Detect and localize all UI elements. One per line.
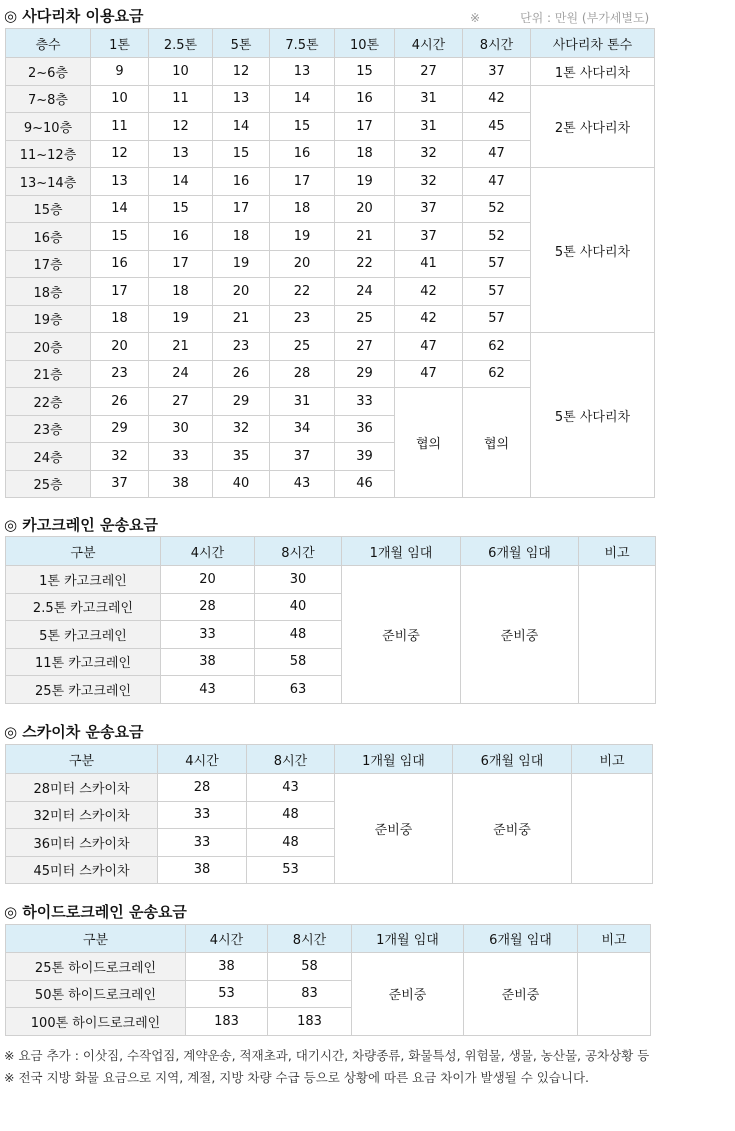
unit-note-text: 단위 : 만원 (부가세별도) (520, 11, 650, 25)
ladder-price-cell: 14 (270, 85, 335, 113)
ladder-floor-cell: 19층 (6, 305, 91, 333)
sky-price-8h-cell: 48 (247, 801, 335, 829)
ladder-price-cell: 31 (395, 85, 463, 113)
ladder-section-title: ◎ 사다리차 이용요금 (4, 7, 144, 25)
ladder-price-cell: 35 (213, 443, 270, 471)
ladder-header-floor: 층수 (6, 29, 91, 58)
ladder-price-cell: 52 (463, 195, 531, 223)
ladder-price-cell: 57 (463, 250, 531, 278)
ladder-price-cell: 37 (395, 223, 463, 251)
ladder-price-cell: 13 (270, 58, 335, 86)
ladder-price-cell: 22 (270, 278, 335, 306)
hydro-category-cell: 100톤 하이드로크레인 (6, 1008, 186, 1036)
ladder-price-cell: 32 (91, 443, 149, 471)
sky-header-category: 구분 (6, 745, 158, 774)
ladder-price-cell: 16 (335, 85, 395, 113)
ladder-price-cell: 32 (213, 415, 270, 443)
ladder-price-cell: 33 (335, 388, 395, 416)
ladder-floor-cell: 7~8층 (6, 85, 91, 113)
ladder-floor-cell: 9~10층 (6, 113, 91, 141)
ladder-price-cell: 12 (149, 113, 213, 141)
cargo-header-category: 구분 (6, 537, 161, 566)
ladder-price-cell: 36 (335, 415, 395, 443)
cargo-category-cell: 5톤 카고크레인 (6, 621, 161, 649)
cargo-price-4h-cell: 43 (161, 676, 255, 704)
ladder-floor-cell: 16층 (6, 223, 91, 251)
ladder-price-cell: 47 (463, 168, 531, 196)
cargo-price-4h-cell: 20 (161, 566, 255, 594)
cargo-price-4h-cell: 28 (161, 593, 255, 621)
ladder-header-tonnage: 사다리차 톤수 (531, 29, 655, 58)
ladder-tonnage-cell: 2톤 사다리차 (531, 85, 655, 168)
hydro-header-row (6, 925, 651, 953)
cargo-1month-cell: 준비중 (342, 566, 461, 704)
ladder-floor-cell: 24층 (6, 443, 91, 471)
hydro-price-8h-cell: 58 (268, 953, 352, 981)
hydro-category-cell: 25톤 하이드로크레인 (6, 953, 186, 981)
ladder-floor-cell: 13~14층 (6, 168, 91, 196)
ladder-price-cell: 23 (91, 360, 149, 388)
ladder-floor-cell: 22층 (6, 388, 91, 416)
ladder-floor-cell: 21층 (6, 360, 91, 388)
ladder-price-cell: 19 (270, 223, 335, 251)
cargo-price-8h-cell: 58 (255, 648, 342, 676)
ladder-price-cell: 47 (395, 333, 463, 361)
ladder-price-cell: 19 (149, 305, 213, 333)
ladder-row (6, 85, 655, 113)
cargo-header-remark: 비고 (579, 537, 656, 566)
cargo-price-8h-cell: 63 (255, 676, 342, 704)
ladder-price-cell: 25 (335, 305, 395, 333)
ladder-price-cell: 10 (91, 85, 149, 113)
ladder-floor-cell: 2~6층 (6, 58, 91, 86)
ladder-tonnage-cell: 5톤 사다리차 (531, 168, 655, 333)
ladder-tonnage-cell: 5톤 사다리차 (531, 333, 655, 498)
ladder-price-cell: 22 (335, 250, 395, 278)
ladder-price-cell: 17 (91, 278, 149, 306)
ladder-price-cell: 37 (463, 58, 531, 86)
footnote-regional: ※ 전국 지방 화물 요금으로 지역, 계절, 지방 차량 수급 등으로 상황에 따른 요금 차이가 발생될 수 있습니다. (4, 1070, 590, 1085)
ladder-price-cell: 11 (149, 85, 213, 113)
sky-price-4h-cell: 28 (158, 774, 247, 802)
hydro-header-1month: 1개월 임대 (352, 925, 464, 953)
ladder-price-cell: 18 (213, 223, 270, 251)
ladder-price-cell: 15 (213, 140, 270, 168)
ladder-price-cell: 14 (91, 195, 149, 223)
cargo-remark-cell (579, 566, 656, 704)
cargo-6month-cell: 준비중 (461, 566, 579, 704)
ladder-price-cell: 17 (270, 168, 335, 196)
sky-category-cell: 28미터 스카이차 (6, 774, 158, 802)
ladder-price-cell: 42 (395, 305, 463, 333)
hydro-header-4h: 4시간 (186, 925, 268, 953)
cargo-price-8h-cell: 30 (255, 566, 342, 594)
hydro-section-title: ◎ 하이드로크레인 운송요금 (4, 903, 187, 921)
sky-category-cell: 45미터 스카이차 (6, 856, 158, 884)
ladder-price-cell: 21 (149, 333, 213, 361)
cargo-category-cell: 2.5톤 카고크레인 (6, 593, 161, 621)
footnote-surcharge: ※ 요금 추가 : 이삿짐, 수작업짐, 계약운송, 적재초과, 대기시간, 차량종류, 화물특성, 위험물, 생물, 농산물, 공차상황 등 (4, 1048, 650, 1063)
ladder-price-cell: 12 (91, 140, 149, 168)
ladder-price-cell: 42 (395, 278, 463, 306)
ladder-price-cell: 14 (149, 168, 213, 196)
ladder-price-cell: 16 (213, 168, 270, 196)
ladder-price-cell: 23 (213, 333, 270, 361)
ladder-row (6, 58, 655, 86)
ladder-price-cell: 57 (463, 278, 531, 306)
ladder-header-4h: 4시간 (395, 29, 463, 58)
hydro-price-4h-cell: 53 (186, 980, 268, 1008)
hydro-row (6, 953, 651, 981)
ladder-price-cell: 33 (149, 443, 213, 471)
ladder-price-cell: 17 (149, 250, 213, 278)
sky-row (6, 774, 653, 802)
ladder-price-cell: 27 (395, 58, 463, 86)
sky-header-row (6, 745, 653, 774)
sky-section-title: ◎ 스카이차 운송요금 (4, 723, 144, 741)
ladder-price-table (5, 28, 655, 498)
ladder-price-cell: 19 (213, 250, 270, 278)
ladder-price-cell: 10 (149, 58, 213, 86)
ladder-price-cell: 20 (213, 278, 270, 306)
hydro-price-8h-cell: 83 (268, 980, 352, 1008)
ladder-header-1t: 1톤 (91, 29, 149, 58)
ladder-price-cell: 20 (270, 250, 335, 278)
sky-price-table (5, 744, 653, 884)
ladder-floor-cell: 11~12층 (6, 140, 91, 168)
sky-header-1month: 1개월 임대 (335, 745, 453, 774)
ladder-price-cell: 13 (91, 168, 149, 196)
cargo-price-8h-cell: 40 (255, 593, 342, 621)
ladder-floor-cell: 20층 (6, 333, 91, 361)
hydro-category-cell: 50톤 하이드로크레인 (6, 980, 186, 1008)
ladder-price-cell: 24 (149, 360, 213, 388)
ladder-tonnage-cell: 1톤 사다리차 (531, 58, 655, 86)
ladder-price-cell: 24 (335, 278, 395, 306)
ladder-price-cell: 47 (395, 360, 463, 388)
ladder-price-cell: 32 (395, 168, 463, 196)
ladder-price-cell: 39 (335, 443, 395, 471)
sky-price-4h-cell: 33 (158, 829, 247, 857)
ladder-price-cell: 15 (91, 223, 149, 251)
ladder-price-cell: 37 (395, 195, 463, 223)
ladder-price-cell: 38 (149, 470, 213, 498)
ladder-price-cell: 20 (91, 333, 149, 361)
sky-price-4h-cell: 38 (158, 856, 247, 884)
ladder-price-cell: 16 (149, 223, 213, 251)
ladder-header-2-5t: 2.5톤 (149, 29, 213, 58)
ladder-header-5t: 5톤 (213, 29, 270, 58)
ladder-price-cell: 29 (213, 388, 270, 416)
cargo-header-6month: 6개월 임대 (461, 537, 579, 566)
ladder-price-cell: 13 (213, 85, 270, 113)
cargo-row (6, 566, 656, 594)
cargo-header-4h: 4시간 (161, 537, 255, 566)
cargo-header-8h: 8시간 (255, 537, 342, 566)
ladder-price-cell: 62 (463, 360, 531, 388)
sky-price-8h-cell: 48 (247, 829, 335, 857)
ladder-price-cell: 18 (91, 305, 149, 333)
sky-1month-cell: 준비중 (335, 774, 453, 884)
ladder-price-cell: 18 (270, 195, 335, 223)
cargo-category-cell: 11톤 카고크레인 (6, 648, 161, 676)
ladder-price-cell: 18 (335, 140, 395, 168)
ladder-price-cell: 32 (395, 140, 463, 168)
ladder-price-cell: 28 (270, 360, 335, 388)
ladder-price-cell: 37 (270, 443, 335, 471)
ladder-price-cell: 45 (463, 113, 531, 141)
ladder-price-cell: 12 (213, 58, 270, 86)
cargo-price-table (5, 536, 656, 704)
hydro-remark-cell (578, 953, 651, 1036)
ladder-row (6, 168, 655, 196)
ladder-price-cell: 40 (213, 470, 270, 498)
hydro-price-8h-cell: 183 (268, 1008, 352, 1036)
ladder-header-8h: 8시간 (463, 29, 531, 58)
hydro-6month-cell: 준비중 (464, 953, 578, 1036)
ladder-price-cell: 46 (335, 470, 395, 498)
ladder-price-cell: 42 (463, 85, 531, 113)
ladder-price-cell: 21 (335, 223, 395, 251)
unit-note-symbol: ※ (470, 11, 481, 25)
cargo-header-1month: 1개월 임대 (342, 537, 461, 566)
ladder-price-cell: 14 (213, 113, 270, 141)
sky-header-8h: 8시간 (247, 745, 335, 774)
ladder-price-cell: 47 (463, 140, 531, 168)
sky-category-cell: 36미터 스카이차 (6, 829, 158, 857)
ladder-price-cell: 37 (91, 470, 149, 498)
ladder-floor-cell: 17층 (6, 250, 91, 278)
cargo-section-title: ◎ 카고크레인 운송요금 (4, 516, 158, 534)
sky-price-8h-cell: 53 (247, 856, 335, 884)
hydro-header-8h: 8시간 (268, 925, 352, 953)
ladder-price-cell: 23 (270, 305, 335, 333)
ladder-price-cell: 16 (270, 140, 335, 168)
ladder-price-cell: 9 (91, 58, 149, 86)
ladder-price-cell: 21 (213, 305, 270, 333)
cargo-header-row (6, 537, 656, 566)
ladder-price-cell: 19 (335, 168, 395, 196)
ladder-floor-cell: 15층 (6, 195, 91, 223)
cargo-price-4h-cell: 38 (161, 648, 255, 676)
sky-price-8h-cell: 43 (247, 774, 335, 802)
ladder-price-cell: 29 (91, 415, 149, 443)
hydro-header-category: 구분 (6, 925, 186, 953)
ladder-price-cell: 43 (270, 470, 335, 498)
ladder-price-cell: 13 (149, 140, 213, 168)
ladder-price-cell: 15 (149, 195, 213, 223)
sky-6month-cell: 준비중 (453, 774, 572, 884)
sky-category-cell: 32미터 스카이차 (6, 801, 158, 829)
ladder-price-cell: 27 (149, 388, 213, 416)
ladder-price-cell: 15 (270, 113, 335, 141)
ladder-header-7-5t: 7.5톤 (270, 29, 335, 58)
ladder-price-cell: 62 (463, 333, 531, 361)
hydro-price-table (5, 924, 651, 1036)
ladder-price-cell: 30 (149, 415, 213, 443)
ladder-header-row (6, 29, 655, 58)
hydro-price-4h-cell: 183 (186, 1008, 268, 1036)
hydro-header-remark: 비고 (578, 925, 651, 953)
hydro-price-4h-cell: 38 (186, 953, 268, 981)
ladder-price-cell: 27 (335, 333, 395, 361)
ladder-price-cell: 57 (463, 305, 531, 333)
hydro-1month-cell: 준비중 (352, 953, 464, 1036)
ladder-price-cell: 20 (335, 195, 395, 223)
ladder-price-cell: 25 (270, 333, 335, 361)
sky-header-4h: 4시간 (158, 745, 247, 774)
ladder-price-cell: 34 (270, 415, 335, 443)
hydro-header-6month: 6개월 임대 (464, 925, 578, 953)
sky-header-6month: 6개월 임대 (453, 745, 572, 774)
unit-note (470, 9, 649, 26)
sky-price-4h-cell: 33 (158, 801, 247, 829)
ladder-header-10t: 10톤 (335, 29, 395, 58)
ladder-floor-cell: 18층 (6, 278, 91, 306)
ladder-price-cell: 17 (335, 113, 395, 141)
ladder-price-cell: 41 (395, 250, 463, 278)
ladder-negotiation-8h: 협의 (463, 388, 531, 498)
ladder-price-cell: 31 (270, 388, 335, 416)
ladder-price-cell: 15 (335, 58, 395, 86)
ladder-price-cell: 26 (213, 360, 270, 388)
sky-header-remark: 비고 (572, 745, 653, 774)
ladder-negotiation-4h: 협의 (395, 388, 463, 498)
footnotes (4, 1045, 649, 1089)
cargo-category-cell: 1톤 카고크레인 (6, 566, 161, 594)
ladder-price-cell: 52 (463, 223, 531, 251)
ladder-price-cell: 16 (91, 250, 149, 278)
ladder-price-cell: 17 (213, 195, 270, 223)
cargo-price-4h-cell: 33 (161, 621, 255, 649)
ladder-price-cell: 18 (149, 278, 213, 306)
ladder-price-cell: 26 (91, 388, 149, 416)
ladder-floor-cell: 25층 (6, 470, 91, 498)
ladder-price-cell: 31 (395, 113, 463, 141)
sky-remark-cell (572, 774, 653, 884)
cargo-price-8h-cell: 48 (255, 621, 342, 649)
ladder-price-cell: 11 (91, 113, 149, 141)
ladder-row (6, 333, 655, 361)
cargo-category-cell: 25톤 카고크레인 (6, 676, 161, 704)
ladder-floor-cell: 23층 (6, 415, 91, 443)
ladder-price-cell: 29 (335, 360, 395, 388)
